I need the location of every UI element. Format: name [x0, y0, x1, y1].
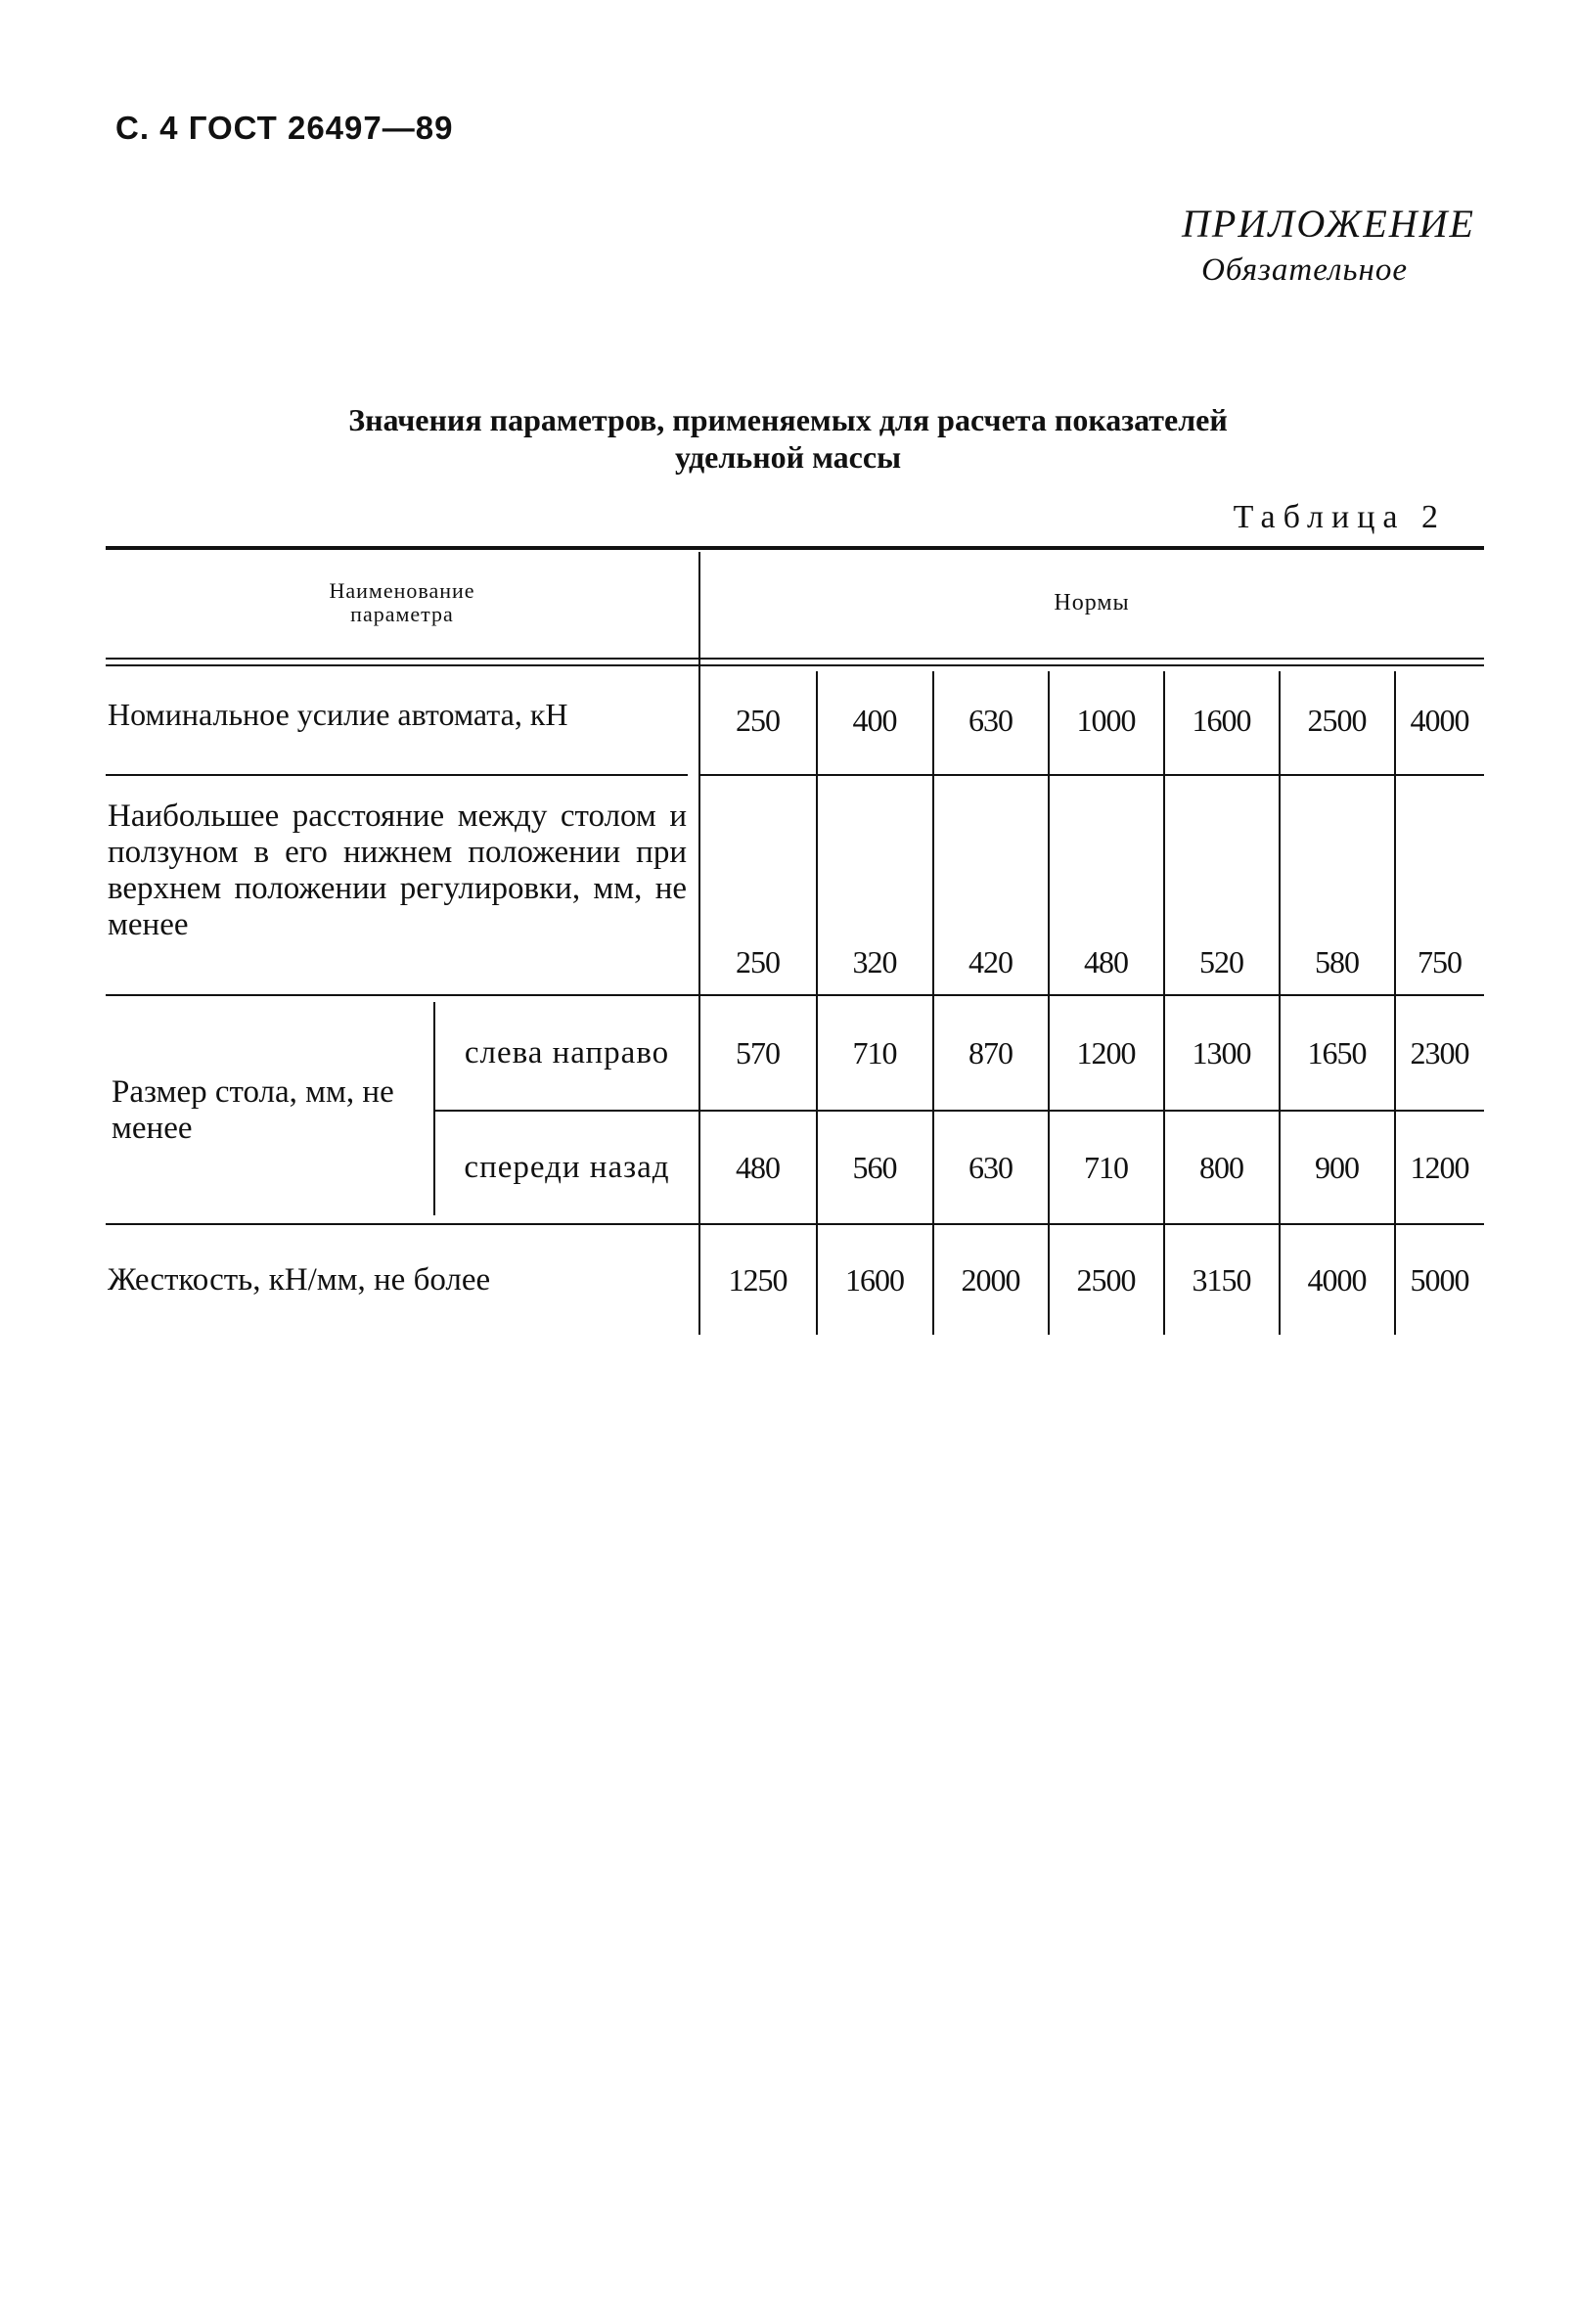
caption-line-2: удельной массы [674, 439, 902, 475]
value-cell: 2500 [1076, 1261, 1136, 1298]
value-cell: 1250 [728, 1261, 788, 1298]
caption-line-1: Значения параметров, применяемых для расчета показателей [348, 402, 1228, 437]
header-rule-1 [106, 658, 1484, 660]
row-label-nominal-force: Номинальное усилие автомата, кН [108, 697, 568, 732]
subrow-label-front-to-back: спереди назад [464, 1149, 670, 1185]
value-cell: 1000 [1076, 703, 1136, 738]
value-cell: 630 [968, 703, 1013, 738]
row-label-table-size: Размер стола, мм, не менее [112, 1074, 394, 1146]
subrow-label-left-to-right: слева направо [464, 1034, 670, 1071]
parameters-table [106, 546, 1484, 1335]
value-cell: 1200 [1410, 1149, 1469, 1185]
value-cell: 3150 [1192, 1261, 1251, 1298]
row-label-max-distance: Наибольшее расстояние между столом и ползуном в его нижнем положении при верхнем положении регулировки, мм, не менее [108, 798, 687, 942]
value-cell: 1600 [845, 1261, 904, 1298]
value-cell: 1300 [1192, 1034, 1251, 1071]
row-rule-1-left [106, 774, 688, 776]
value-cell: 900 [1315, 1149, 1359, 1185]
value-cell: 2000 [961, 1261, 1020, 1298]
value-cell: 250 [736, 703, 780, 738]
value-cell: 580 [1315, 944, 1359, 980]
value-cell: 480 [736, 1149, 780, 1185]
value-cell: 750 [1418, 944, 1462, 980]
value-cell: 800 [1199, 1149, 1243, 1185]
value-cell: 570 [736, 1034, 780, 1071]
value-cell: 870 [968, 1034, 1013, 1071]
value-cell: 320 [852, 944, 897, 980]
table-label: Таблица 2 [1233, 499, 1446, 535]
value-cell: 480 [1084, 944, 1128, 980]
value-cell: 400 [852, 703, 897, 738]
value-cell: 630 [968, 1149, 1013, 1185]
value-cell: 1600 [1192, 703, 1251, 738]
value-cell: 710 [1084, 1149, 1128, 1185]
value-cell: 4000 [1307, 1261, 1367, 1298]
value-cell: 1650 [1307, 1034, 1367, 1071]
value-cell: 1200 [1076, 1034, 1136, 1071]
value-cell: 420 [968, 944, 1013, 980]
appendix-title: ПРИЛОЖЕНИЕ [1182, 202, 1475, 246]
value-cell: 250 [736, 944, 780, 980]
header-norms: Нормы [1054, 589, 1130, 615]
header-parameter-name-line-1: Наименование [329, 578, 475, 603]
appendix-note: Обязательное [1201, 252, 1408, 288]
page-header: С. 4 ГОСТ 26497—89 [115, 110, 454, 146]
value-cell: 520 [1199, 944, 1243, 980]
value-cell: 4000 [1410, 703, 1469, 738]
table-caption [0, 401, 1576, 476]
value-cell: 560 [852, 1149, 897, 1185]
value-cell: 2500 [1307, 703, 1367, 738]
header-parameter-name-line-2: параметра [350, 602, 454, 626]
row-label-stiffness: Жесткость, кН/мм, не более [108, 1262, 491, 1298]
header-parameter-name [106, 550, 698, 656]
header-rule-2 [106, 664, 1484, 666]
value-cell: 710 [852, 1034, 897, 1071]
value-cell: 2300 [1410, 1034, 1469, 1071]
value-cell: 5000 [1410, 1261, 1469, 1298]
